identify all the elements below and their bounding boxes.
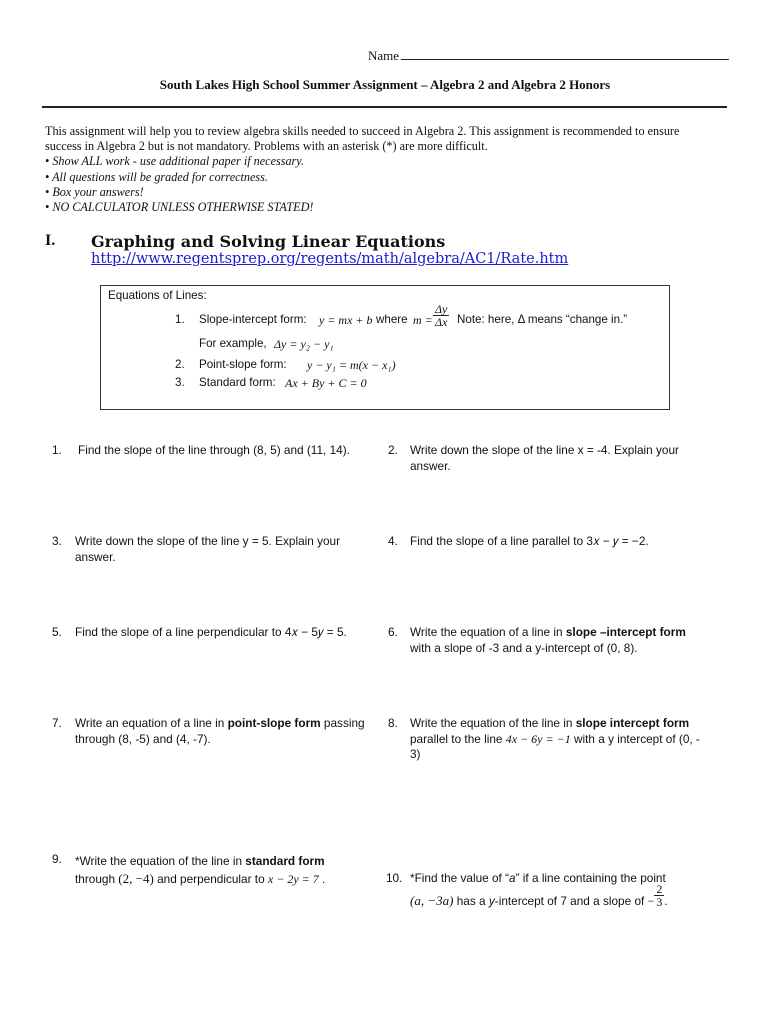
item-1-number: 1.	[175, 313, 185, 326]
question-text-detail-2: -intercept of 7 and a slope of	[494, 894, 648, 908]
question-text-intro: Write an equation of a line in	[75, 716, 228, 730]
name-field	[368, 47, 729, 64]
fraction-denominator: Δx	[435, 315, 448, 329]
item-1-equation: y = mx + b	[319, 313, 373, 327]
question-text-detail: with a slope of -3 and a y-intercept of (0, 8).	[410, 640, 638, 655]
header-divider	[42, 106, 727, 108]
item-2-label: Point-slope form:	[199, 358, 287, 371]
question-number: 1.	[52, 443, 62, 457]
question-text: Find the slope of a line parallel to 3𝑥 − 𝑦 = −2.	[410, 534, 649, 548]
question-text-end: .	[664, 894, 668, 908]
name-label: Name	[368, 48, 400, 63]
question-point: (a, −3a)	[410, 893, 454, 908]
item-3-label: Standard form:	[199, 376, 276, 389]
question-text-mid: ” if a line containing the point	[515, 871, 666, 885]
negative-sign: −	[647, 894, 655, 908]
intro-bullet: • NO CALCULATOR UNLESS OTHERWISE STATED!	[45, 200, 314, 215]
intro-paragraph	[45, 124, 725, 215]
item-2-number: 2.	[175, 358, 185, 371]
box-heading: Equations of Lines:	[108, 289, 207, 302]
question-number: 8.	[388, 716, 398, 730]
question-text: Find the slope of the line through (8, 5) and (11, 14).	[78, 443, 350, 457]
name-blank-line	[401, 47, 729, 60]
example-equation: Δy = y₂ − y₁	[274, 337, 334, 351]
item-3-equation: Ax + By + C = 0	[285, 376, 367, 390]
question-text-intro: *Write the equation of the line in	[75, 854, 246, 868]
question-number: 5.	[52, 625, 62, 639]
question-point: (2, −4)	[118, 871, 154, 886]
intro-line-2: success in Algebra 2 but is not mandatory. Problems with an asterisk (*) are more difficult.	[45, 139, 488, 154]
question-emphasis: point-slope form	[227, 716, 321, 730]
slope-fraction	[654, 883, 664, 908]
question-number: 4.	[388, 534, 398, 548]
question-text-end: .	[318, 872, 326, 886]
question-number: 9.	[52, 852, 62, 866]
question-10-line-2	[410, 882, 730, 910]
intro-bullet: • Box your answers!	[45, 184, 144, 199]
question-text-detail: parallel to the line	[410, 731, 506, 746]
question-text	[410, 871, 730, 887]
question-variable: y	[488, 894, 495, 908]
item-1-note: Note: here, Δ means “change in.”	[457, 313, 628, 326]
question-number: 10.	[386, 871, 403, 885]
question-number: 7.	[52, 716, 62, 730]
question-text	[75, 716, 385, 747]
item-1-m-equals: m =	[413, 313, 433, 327]
question-text	[75, 852, 385, 888]
question-text: Write down the slope of the line y = 5. Explain your answer.	[75, 534, 341, 564]
question-text-intro: *Find the value of “	[410, 871, 510, 885]
question-text-detail-2: with a y intercept of (0, -	[570, 731, 700, 746]
question-text	[410, 716, 730, 763]
item-3-number: 3.	[175, 376, 185, 389]
question-text: Find the slope of a line perpendicular to 4𝑥 − 5𝑦 = 5.	[75, 625, 347, 639]
fraction-numerator: 2	[656, 882, 663, 897]
question-emphasis: standard form	[245, 854, 325, 868]
question-emphasis: slope intercept form	[575, 716, 690, 730]
question-text-detail: through	[75, 872, 119, 886]
question-equation: 4x − 6y = −1	[505, 731, 571, 746]
question-emphasis: slope –intercept form	[565, 625, 686, 639]
question-text-intro: Write the equation of the line in	[410, 716, 576, 730]
intro-line-1: This assignment will help you to review algebra skills needed to succeed in Algebra 2. This assignment is recommended to ensure	[45, 124, 680, 138]
question-text	[410, 625, 728, 656]
item-1-label: Slope-intercept form:	[199, 313, 307, 326]
question-text-detail-2: and perpendicular to	[153, 872, 268, 886]
page-title: South Lakes High School Summer Assignment – Algebra 2 and Algebra 2 Honors	[159, 77, 611, 92]
section-title: Graphing and Solving Linear Equations	[91, 232, 446, 251]
item-1-where: where	[376, 313, 408, 326]
question-text-end: 3)	[410, 747, 421, 761]
intro-bullet: • Show ALL work - use additional paper if necessary.	[45, 154, 305, 169]
question-number: 6.	[388, 625, 398, 639]
equations-of-lines-box	[100, 285, 670, 410]
intro-bullet: • All questions will be graded for correctness.	[45, 169, 268, 184]
fraction-numerator: Δy	[435, 302, 448, 316]
question-text-detail: has a	[453, 894, 489, 908]
question-text-mid: passing	[320, 716, 365, 730]
question-equation: x − 2y = 7	[267, 872, 319, 886]
question-text-detail: through (8, -5) and (4, -7).	[75, 731, 211, 746]
fraction-denominator: 3	[656, 895, 663, 910]
item-2-equation: y − y₁ = m(x − x₁)	[307, 358, 396, 372]
question-text: Write down the slope of the line x = -4. Explain your answer.	[410, 443, 679, 473]
delta-y-over-delta-x	[433, 303, 449, 328]
section-number: I.	[45, 232, 56, 249]
question-number: 3.	[52, 534, 62, 548]
section-link[interactable]: http://www.regentsprep.org/regents/math/algebra/AC1/Rate.htm	[91, 251, 569, 267]
example-label: For example,	[199, 337, 267, 350]
question-text-intro: Write the equation of a line in	[410, 625, 566, 639]
question-number: 2.	[388, 443, 398, 457]
question-variable: a	[509, 871, 516, 885]
